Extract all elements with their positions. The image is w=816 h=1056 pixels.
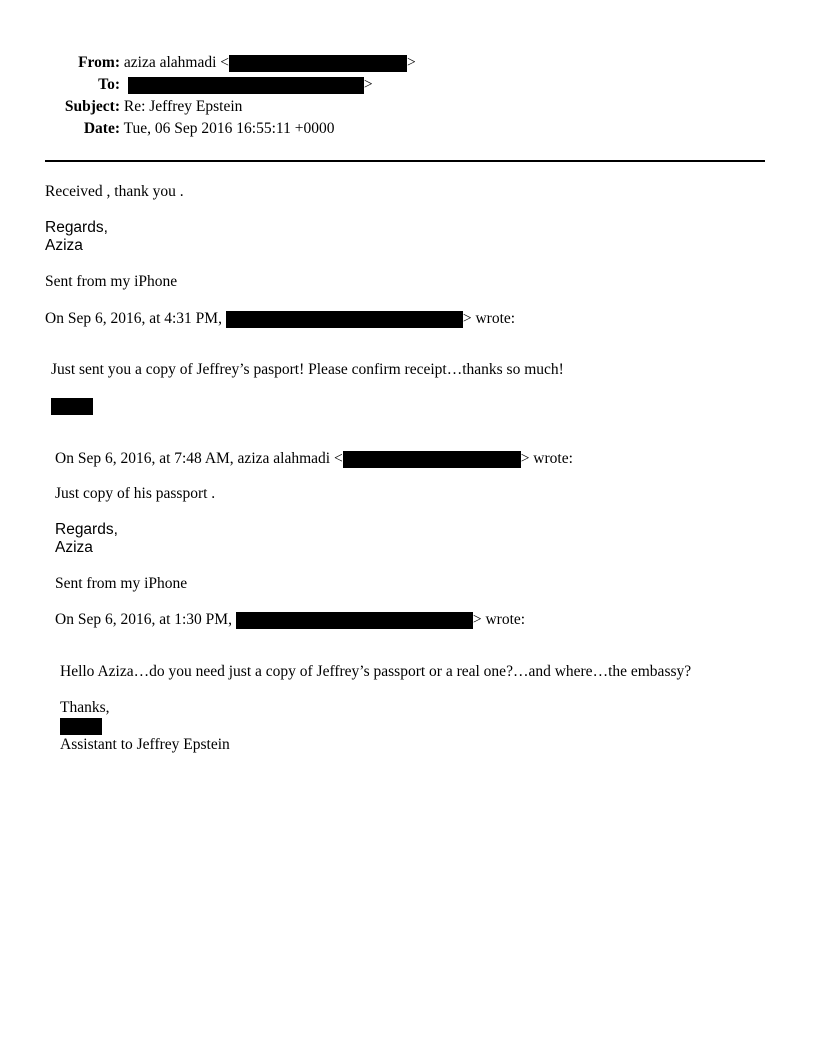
redaction-box — [226, 311, 463, 328]
quote3-name-redaction — [60, 717, 102, 735]
date-value: Tue, 06 Sep 2016 16:55:11 +0000 — [123, 120, 335, 137]
redaction-box — [229, 55, 407, 72]
quote-intro-wrote: > wrote: — [520, 450, 573, 467]
from-close: > — [407, 54, 416, 71]
redaction-box — [60, 718, 102, 735]
from-value: aziza alahmadi < — [123, 54, 229, 71]
redaction-box — [236, 612, 473, 629]
quote2-regards: Regards, — [55, 521, 118, 538]
reply-signature: Sent from my iPhone — [45, 273, 178, 290]
date-line — [45, 120, 334, 138]
quote-intro-text: On Sep 6, 2016, at 4:31 PM, — [45, 310, 222, 327]
header-divider — [45, 160, 765, 162]
quote3-title: Assistant to Jeffrey Epstein — [60, 736, 230, 753]
subject-value: Re: Jeffrey Epstein — [123, 98, 243, 115]
reply-name: Aziza — [45, 237, 83, 254]
from-line — [45, 54, 416, 72]
quote2-name: Aziza — [55, 539, 93, 556]
quote-intro-wrote: > wrote: — [472, 611, 526, 628]
redaction-box — [343, 451, 521, 468]
quote2-signature: Sent from my iPhone — [55, 575, 188, 592]
quote-intro-text: On Sep 6, 2016, at 1:30 PM, — [55, 611, 232, 628]
quote2-body: Just copy of his passport . — [55, 485, 216, 502]
quote-intro-text: On Sep 6, 2016, at 7:48 AM, aziza alahmadi < — [55, 450, 343, 467]
quote3-thanks: Thanks, — [60, 699, 110, 716]
subject-line — [45, 98, 242, 116]
quote1-signature-redaction — [51, 397, 93, 415]
date-label: Date: — [83, 120, 120, 137]
subject-label: Subject: — [64, 98, 120, 115]
quote1-body: Just sent you a copy of Jeffrey’s pasport! Please confirm receipt…thanks so much! — [51, 361, 564, 378]
reply-regards: Regards, — [45, 219, 108, 236]
to-line — [45, 76, 373, 94]
quote3-body: Hello Aziza…do you need just a copy of Jeffrey’s passport or a real one?…and where…the embassy? — [60, 663, 692, 680]
to-close: > — [363, 76, 373, 93]
quote-intro-wrote: > wrote: — [462, 310, 516, 327]
quote2-quote-intro — [55, 611, 525, 629]
to-label: To: — [98, 76, 120, 93]
reply-body: Received , thank you . — [45, 183, 184, 200]
quote2-intro — [55, 450, 573, 468]
from-label: From: — [78, 54, 120, 71]
redaction-box — [128, 77, 364, 94]
reply-quote-intro — [45, 310, 515, 328]
redaction-box — [51, 398, 93, 415]
